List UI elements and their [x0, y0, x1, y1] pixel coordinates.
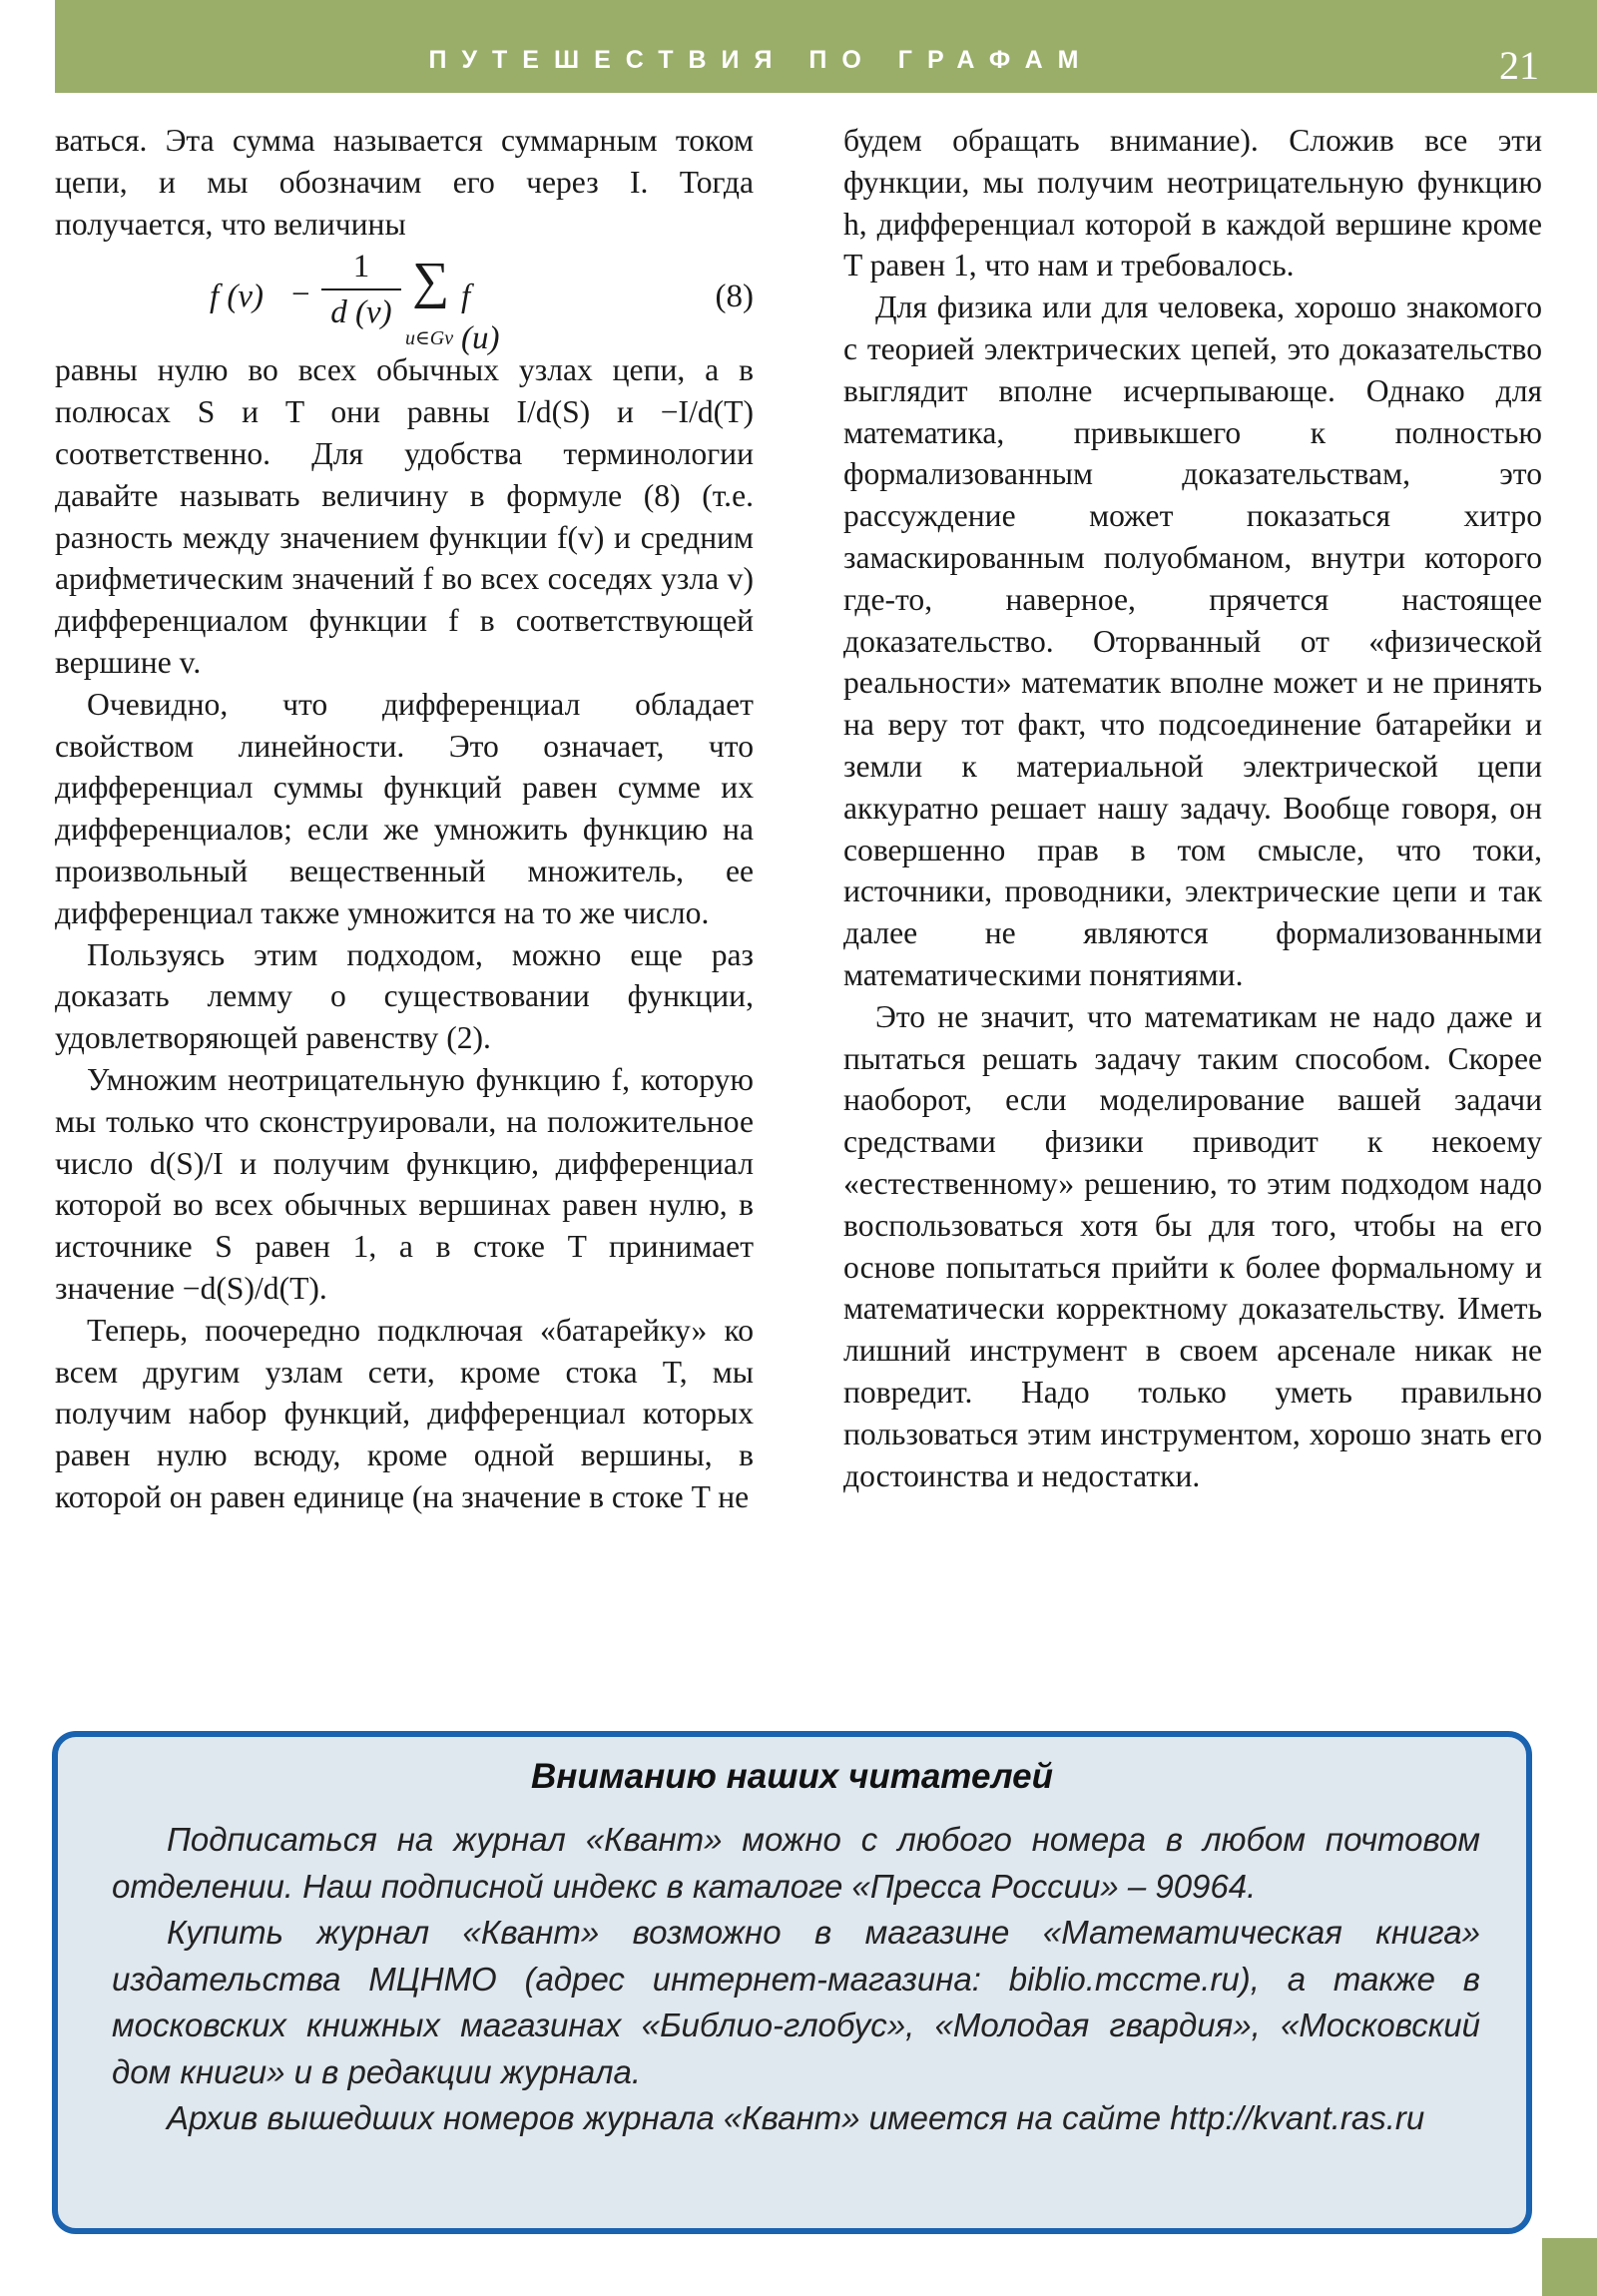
formula-8 — [55, 245, 754, 357]
formula-fraction-numerator: 1 — [352, 249, 370, 286]
formula-sum-subscript: u∈Gv — [405, 327, 454, 350]
formula-minus: − — [291, 277, 310, 313]
left-paragraph-6: Теперь, поочередно подключая «батарейку» ко всем другим узлам сети, кроме стока T, мы получим набор функций, дифференциал которых равен нулю всюду, кроме одной вершины, в которой он равен единице (на значение в стоке T не — [55, 1312, 754, 1514]
left-paragraph-2: равны нулю во всех обычных узлах цепи, а в полюсах S и T они равны I/d(S) и −I/d(T) соответственно. Для удобства терминологии давайте называть величину в формуле (8) (т.е. разность между значением функции f(v) и средним арифметическим значений f во всех соседях узла v) дифференциалом функции f в соответствующей вершине v. — [55, 352, 754, 680]
formula-fraction-bar — [321, 288, 401, 290]
formula-fraction-denominator: d (v) — [330, 294, 392, 331]
left-paragraph-5: Умножим неотрицательную функцию f, которую мы только что сконструировали, на положительное число d(S)/I и получим функцию, дифференциал которой во всех обычных вершинах равен нулю, в источнике S равен 1, а в стоке T принимает значение −d(S)/d(T). — [55, 1061, 754, 1306]
readers-notice-box — [52, 1731, 1532, 2234]
formula-number: (8) — [715, 279, 754, 315]
notice-purchase-paragraph: Купить журнал «Квант» возможно в магазине «Математическая книга» издательства МЦНМО (адрес интернет-магазина: biblio.mccme.ru), а также в московских книжных магазинах «Библио-глобус», «Молодая гвардия», «Московский дом книги» и в редакции журнала. — [112, 1914, 1480, 2090]
left-paragraph-1: ваться. Эта сумма называется суммарным током цепи, и мы обозначим его через I. Тогда получается, что величины — [55, 123, 754, 242]
right-paragraph-3: Это не значит, что математикам не надо даже и пытаться решать задачу таким способом. Скорее наоборот, если моделирование вашей задачи средствами физики приводит к некоему «естественному» решению, то этим подходом надо воспользоваться хотя бы для того, чтобы на его основе попытаться прийти к более формальному и математически корректному доказательству. Иметь лишний инструмент в своем арсенале никак не повредит. Надо только уметь правильно пользоваться этим инструментом, хорошо знать его достоинства и недостатки. — [843, 998, 1542, 1493]
right-paragraph-2: Для физика или для человека, хорошо знакомого с теорией электрических цепей, это доказательство выглядит вполне исчерпывающе. Однако для математика, привыкшего к полностью формализованным доказательствам, это рассуждение может показаться хитро замаскированным полуобманом, внутри которого где-то, наверное, прячется настоящее доказательство. Оторванный от «физической реальности» математик вполне может и не принять на веру тот факт, что подсоединение батарейки и земли к материальной электрической цепи аккуратно решает нашу задачу. Вообще говоря, он совершенно прав в том смысле, что токи, источники, проводники, электрические цепи и так далее не являются формализованными математическими понятиями. — [843, 289, 1542, 992]
formula-f-v: f (v) — [210, 279, 265, 315]
left-column — [55, 120, 754, 1518]
formula-f-u: f (u) — [461, 279, 500, 357]
page-number: 21 — [1499, 43, 1539, 88]
header-title: ПУТЕШЕСТВИЯ ПО ГРАФАМ — [428, 46, 1094, 74]
running-header — [55, 0, 1597, 93]
notice-title: Вниманию наших читателей — [530, 1757, 1054, 1796]
corner-decoration — [1542, 2238, 1597, 2296]
left-paragraph-4: Пользуясь этим подходом, можно еще раз доказать лемму о существовании функции, удовлетворяющей равенству (2). — [55, 936, 754, 1056]
right-paragraph-1: будем обращать внимание). Сложив все эти функции, мы получим неотрицательную функцию h, дифференциал которой в каждой вершине кроме T равен 1, что нам и требовалось. — [843, 123, 1542, 284]
formula-sum-sign: ∑ — [412, 253, 450, 310]
left-paragraph-3: Очевидно, что дифференциал обладает свойством линейности. Это означает, что дифференциал суммы функций равен сумме их дифференциалов; если же умножить функцию на произвольный вещественный множитель, ее дифференциал также умножится на то же число. — [55, 686, 754, 930]
right-column — [843, 120, 1542, 1496]
formula-fraction — [321, 247, 401, 332]
notice-subscription-paragraph: Подписаться на журнал «Квант» можно с любого номера в любом почтовом отделении. Наш подписной индекс в каталоге «Пресса России» – 90964. — [112, 1821, 1480, 1905]
notice-body — [112, 1817, 1480, 2142]
notice-archive-paragraph: Архив вышедших номеров журнала «Квант» имеется на сайте http://kvant.ras.ru — [167, 2099, 1425, 2136]
